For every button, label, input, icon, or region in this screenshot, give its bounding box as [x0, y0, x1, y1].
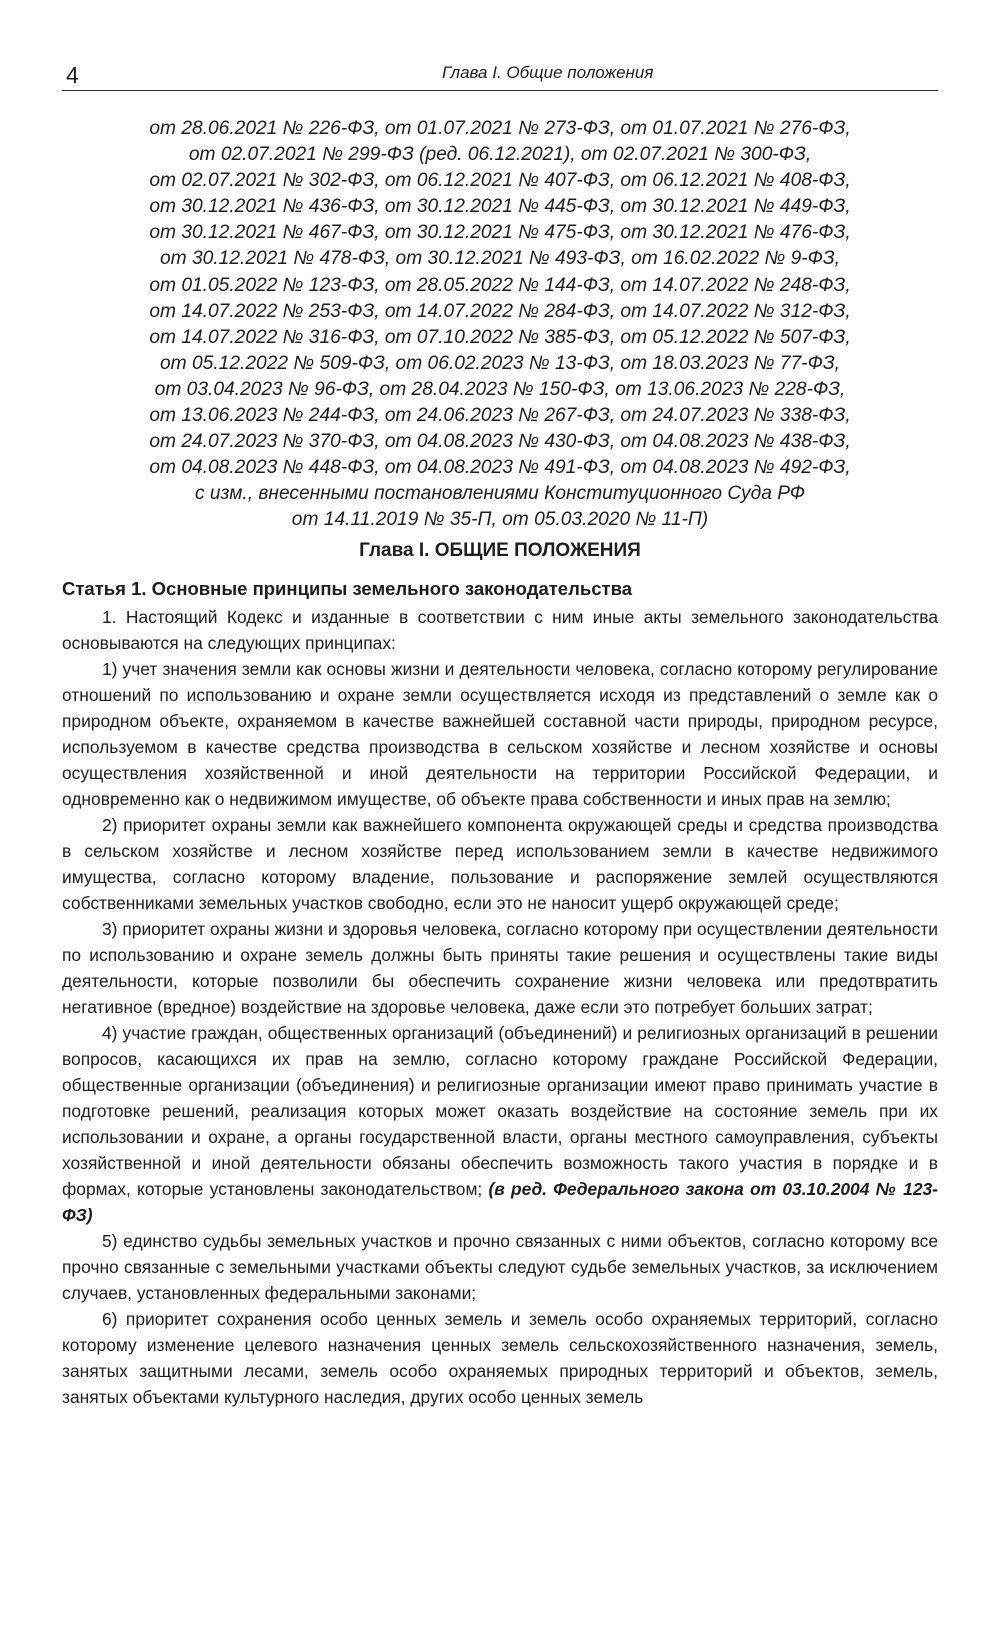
paragraph-principle-5: 5) единство судьбы земельных участков и прочно связанных с ними объектов, согласно которому все прочно связанные с земельными участками объекты следуют судьбе земельных участков, за исключением случаев, установленных федеральными законами; [62, 1231, 938, 1303]
paragraph-principle-1: 1) учет значения земли как основы жизни и деятельности человека, согласно которому регулирование отношений по использованию и охране земли осуществляется исходя из представлений о земле как о природном объекте, охраняемом в качестве важнейшей составной части природы, природном ресурсе, используемом в качестве средства производства в сельском хозяйстве и лесном хозяйстве и основы осуществления хозяйственной и иной деятельности на территории Российской Федерации, и одновременно как о недвижимом имуществе, об объекте права собственности и иных прав на землю; [62, 659, 938, 809]
amendment-note: (в ред. Федерального закона от 03.10.2004 № 123-ФЗ) [62, 1179, 938, 1225]
amendment-line: с изм., внесенными постановлениями Конституционного Суда РФ [194, 483, 806, 505]
amendment-line: от 30.12.2021 № 436-ФЗ, от 30.12.2021 № 445-ФЗ, от 30.12.2021 № 449-ФЗ, [149, 196, 851, 218]
amendment-line: от 30.12.2021 № 478-ФЗ, от 30.12.2021 № 493-ФЗ, от 16.02.2022 № 9-ФЗ, [160, 248, 840, 270]
amendment-line: от 14.11.2019 № 35-П, от 05.03.2020 № 11-П) [291, 509, 709, 531]
page-header [62, 58, 938, 91]
running-head: Глава I. Общие положения [442, 63, 654, 82]
article-body [62, 604, 938, 1410]
paragraph-principle-2: 2) приоритет охраны земли как важнейшего компонента окружающей среды и средства производства в сельском хозяйстве и лесном хозяйстве перед использованием земли в качестве недвижимого имущества, согласно которому владение, пользование и распоряжение землей осуществляются собственниками земельных участков свободно, если это не наносит ущерб окружающей среде; [62, 815, 938, 913]
page-number: 4 [66, 62, 79, 88]
paragraph-principle-3: 3) приоритет охраны жизни и здоровья человека, согласно которому при осуществлении деятельности по использованию и охране земель должны быть приняты такие решения и осуществлены такие виды деятельности, которые позволили бы обеспечить сохранение жизни человека или предотвратить негативное (вредное) воздействие на здоровье человека, даже если это потребует больших затрат; [62, 919, 938, 1017]
amendment-line: от 02.07.2021 № 302-ФЗ, от 06.12.2021 № 407-ФЗ, от 06.12.2021 № 408-ФЗ, [149, 170, 851, 192]
amendment-line: от 04.08.2023 № 448-ФЗ, от 04.08.2023 № 491-ФЗ, от 04.08.2023 № 492-ФЗ, [149, 457, 851, 479]
amendment-line: от 14.07.2022 № 316-ФЗ, от 07.10.2022 № 385-ФЗ, от 05.12.2022 № 507-ФЗ, [149, 326, 851, 348]
paragraph-intro: 1. Настоящий Кодекс и изданные в соответствии с ним иные акты земельного законодательства основываются на следующих принципах: [62, 607, 938, 653]
paragraph-principle-6: 6) приоритет сохранения особо ценных земель и земель особо охраняемых территорий, согласно которому изменение целевого назначения ценных земель сельскохозяйственного назначения, земель, занятых защитными лесами, земель особо охраняемых природных территорий и объектов, земель, занятых объектами культурного наследия, других особо ценных земель [62, 1309, 938, 1407]
amendment-line: от 30.12.2021 № 467-ФЗ, от 30.12.2021 № 475-ФЗ, от 30.12.2021 № 476-ФЗ, [149, 222, 851, 244]
amendment-line: от 28.06.2021 № 226-ФЗ, от 01.07.2021 № 273-ФЗ, от 01.07.2021 № 276-ФЗ, [149, 118, 851, 139]
chapter-title: Глава I. ОБЩИЕ ПОЛОЖЕНИЯ [359, 540, 641, 561]
paragraph-principle-4 [62, 1020, 938, 1228]
amendment-line: от 03.04.2023 № 96-ФЗ, от 28.04.2023 № 150-ФЗ, от 13.06.2023 № 228-ФЗ, [154, 378, 846, 400]
article-title: Статья 1. Основные принципы земельного законодательства [62, 578, 632, 599]
amendment-line: от 13.06.2023 № 244-ФЗ, от 24.06.2023 № 267-ФЗ, от 24.07.2023 № 338-ФЗ, [149, 405, 851, 427]
amendment-line: от 14.07.2022 № 253-ФЗ, от 14.07.2022 № 284-ФЗ, от 14.07.2022 № 312-ФЗ, [149, 300, 851, 322]
amendment-line: от 24.07.2023 № 370-ФЗ, от 04.08.2023 № 430-ФЗ, от 04.08.2023 № 438-ФЗ, [149, 431, 851, 453]
amendment-line: от 01.05.2022 № 123-ФЗ, от 28.05.2022 № 144-ФЗ, от 14.07.2022 № 248-ФЗ, [149, 274, 851, 296]
amendments-list [62, 116, 938, 534]
paragraph-principle-4-text: 4) участие граждан, общественных организаций (объединений) и религиозных организаций в решении вопросов, касающихся их прав на землю, согласно которому граждане Российской Федерации, общественные организации (объединения) и религиозные организации имеют право принимать участие в подготовке решений, реализация которых может оказать воздействие на состояние земель при их использовании и охране, а органы государственной власти, органы местного самоуправления, субъекты хозяйственной и иной деятельности обязаны обеспечить возможность такого участия в порядке и в формах, которые установлены законодательством; [62, 1023, 938, 1199]
amendment-line: от 05.12.2022 № 509-ФЗ, от 06.02.2023 № 13-ФЗ, от 18.03.2023 № 77-ФЗ, [160, 352, 840, 374]
amendment-line: от 02.07.2021 № 299-ФЗ (ред. 06.12.2021), от 02.07.2021 № 300-ФЗ, [188, 144, 812, 166]
